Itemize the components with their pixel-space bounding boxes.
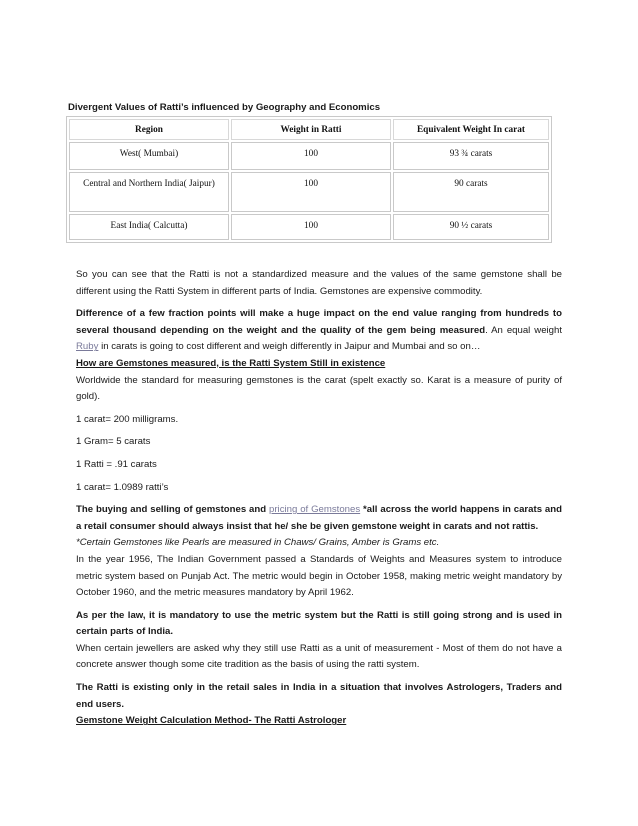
equation-gram-carat: 1 Gram= 5 carats: [76, 436, 151, 448]
paragraph-metric-law: As per the law, it is mandatory to use the metric system but the Ratti is still going strong and is used in certain parts of India.: [76, 609, 562, 638]
note-pearls-amber: *Certain Gemstones like Pearls are measured in Chaws/ Grains, Amber is Grams etc.: [76, 537, 440, 549]
cell-carat: 93 ¾ carats: [393, 142, 549, 170]
paragraph-ratti-not-standard: So you can see that the Ratti is not a standardized measure and the values of the same gemstone shall be different using the Ratti System in different parts of India. Gemstones are expensive commodity.: [76, 269, 562, 297]
heading-gemstones-measured: How are Gemstones measured, is the Ratti System Still in existence: [76, 357, 386, 369]
header-weight-ratti: Weight in Ratti: [231, 119, 391, 140]
header-weight-carat: Equivalent Weight In carat: [393, 119, 549, 140]
table-caption: Divergent Values of Ratti’s influenced by Geography and Economics: [68, 102, 381, 113]
ratti-table: [66, 116, 552, 243]
table-row: [69, 214, 549, 240]
equation-carat-mg: 1 carat= 200 milligrams.: [76, 413, 179, 425]
paragraph-buying-selling: [76, 502, 562, 535]
equation-ratti-carat: 1 Ratti = .91 carats: [76, 458, 157, 470]
table-header-row: [69, 119, 549, 140]
bold-text: Difference of a few fraction points will make a huge impact on the end value ranging from hundreds to several thousand depending on the weight and the quality of the gem being measured: [76, 308, 562, 336]
heading-ratti-astrologer: Gemstone Weight Calculation Method- The Ratti Astrologer: [76, 715, 347, 727]
cell-region: East India( Calcutta): [69, 214, 229, 240]
table-row: [69, 172, 549, 212]
cell-region: West( Mumbai): [69, 142, 229, 170]
text: *all across the world happens in carats and a retail consumer should always insist that he/ she be given gemstone weight in carats and not rattis.: [76, 504, 562, 532]
paragraph-carat-standard: Worldwide the standard for measuring gemstones is the carat (spelt exactly so. Karat is a measure of purity of gold).: [76, 374, 562, 403]
cell-carat: 90 carats: [393, 172, 549, 212]
paragraph-1956-standards: In the year 1956, The Indian Government passed a Standards of Weights and Measures system to introduce metric system based on Punjab Act. The metric would begin in October 1958, making metric weight mandatory by October 1960, and the metric measures mandatory by April 1962.: [76, 553, 562, 599]
text: The buying and selling of gemstones and: [76, 504, 270, 516]
cell-carat: 90 ½ carats: [393, 214, 549, 240]
paragraph-fraction-points: [76, 306, 562, 356]
header-region: Region: [69, 119, 229, 140]
cell-ratti: 100: [231, 142, 391, 170]
cell-ratti: 100: [231, 214, 391, 240]
document-page: [68, 102, 562, 730]
equation-carat-ratti: 1 carat= 1.0989 ratti’s: [76, 481, 169, 493]
table-row: [69, 142, 549, 170]
paragraph-retail-sales: The Ratti is existing only in the retail sales in India in a situation that involves Astrologers, Traders and end users.: [76, 682, 562, 710]
text: in carats is going to cost different and weigh differently in Jaipur and Mumbai and so on…: [98, 341, 481, 353]
cell-ratti: 100: [231, 172, 391, 212]
paragraph-jewellers: When certain jewellers are asked why they still use Ratti as a unit of measurement - Most of them do not have a concrete answer though some cite tradition as the basis of using the ratti system.: [76, 642, 562, 671]
ruby-link[interactable]: Ruby: [76, 341, 99, 353]
text: . An equal weight: [485, 324, 562, 336]
pricing-of-gemstones-link[interactable]: pricing of Gemstones: [269, 504, 361, 516]
cell-region: Central and Northern India( Jaipur): [69, 172, 229, 212]
